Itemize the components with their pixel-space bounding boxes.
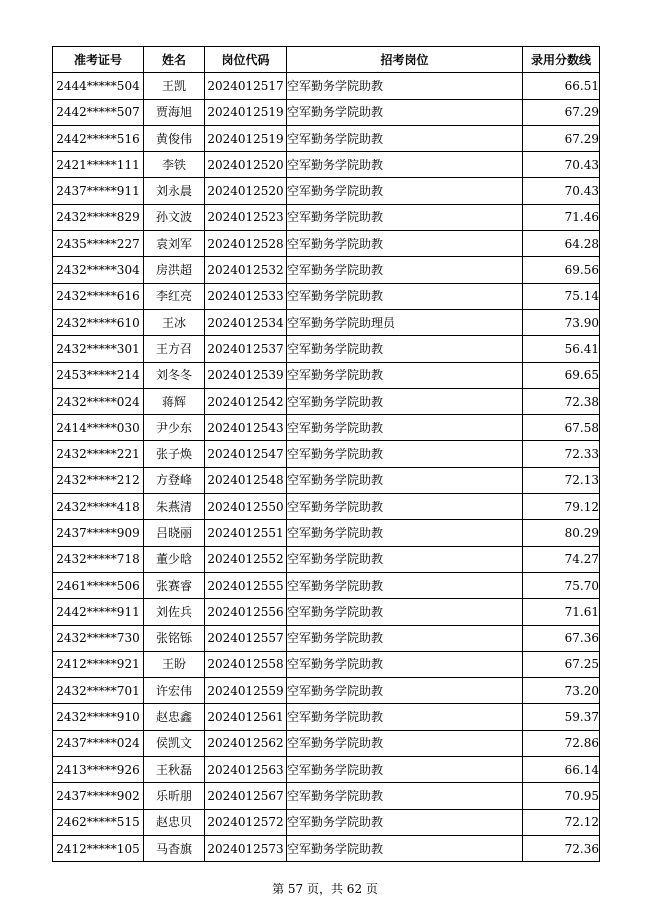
table-row [53,835,600,861]
post-code-cell: 2024012537 [205,336,287,362]
table-row [53,809,600,835]
name-cell: 刘冬冬 [144,362,205,388]
post-cell: 空军勤务学院助教 [287,204,523,230]
exam-id-cell: 2432*****616 [53,283,144,309]
exam-id-cell: 2414*****030 [53,415,144,441]
table-row [53,309,600,335]
name-cell: 王冰 [144,309,205,335]
name-cell: 王凯 [144,73,205,99]
header-name: 姓名 [144,47,205,73]
post-code-cell: 2024012547 [205,441,287,467]
table-row [53,152,600,178]
score-cell: 70.95 [523,783,600,809]
post-code-cell: 2024012552 [205,546,287,572]
score-cell: 69.56 [523,257,600,283]
post-cell: 空军勤务学院助教 [287,783,523,809]
name-cell: 许宏伟 [144,678,205,704]
post-cell: 空军勤务学院助教 [287,467,523,493]
post-cell: 空军勤务学院助教 [287,415,523,441]
post-cell: 空军勤务学院助教 [287,704,523,730]
score-cell: 72.38 [523,388,600,414]
post-code-cell: 2024012558 [205,651,287,677]
score-cell: 67.29 [523,125,600,151]
post-cell: 空军勤务学院助教 [287,651,523,677]
table-row [53,651,600,677]
post-cell: 空军勤务学院助教 [287,231,523,257]
post-cell: 空军勤务学院助教 [287,730,523,756]
post-code-cell: 2024012523 [205,204,287,230]
page-footer: 第 57 页，共 62 页 [272,882,378,896]
exam-id-cell: 2432*****610 [53,309,144,335]
score-cell: 72.86 [523,730,600,756]
name-cell: 尹少东 [144,415,205,441]
exam-id-cell: 2444*****504 [53,73,144,99]
post-cell: 空军勤务学院助教 [287,809,523,835]
post-code-cell: 2024012532 [205,257,287,283]
name-cell: 赵忠贝 [144,809,205,835]
exam-id-cell: 2432*****730 [53,625,144,651]
table-row [53,336,600,362]
score-cell: 72.36 [523,835,600,861]
exam-id-cell: 2413*****926 [53,757,144,783]
name-cell: 方登峰 [144,467,205,493]
table-row [53,415,600,441]
post-code-cell: 2024012528 [205,231,287,257]
name-cell: 李铁 [144,152,205,178]
name-cell: 蒋辉 [144,388,205,414]
results-table [52,46,600,862]
table-row [53,599,600,625]
score-cell: 70.43 [523,178,600,204]
post-code-cell: 2024012555 [205,572,287,598]
post-code-cell: 2024012520 [205,152,287,178]
name-cell: 张铭铄 [144,625,205,651]
exam-id-cell: 2421*****111 [53,152,144,178]
table-row [53,125,600,151]
name-cell: 王盼 [144,651,205,677]
post-code-cell: 2024012548 [205,467,287,493]
name-cell: 赵忠鑫 [144,704,205,730]
table-row [53,572,600,598]
exam-id-cell: 2412*****105 [53,835,144,861]
header-exam-id: 准考证号 [53,47,144,73]
name-cell: 李红亮 [144,283,205,309]
post-cell: 空军勤务学院助教 [287,336,523,362]
exam-id-cell: 2432*****221 [53,441,144,467]
exam-id-cell: 2442*****911 [53,599,144,625]
exam-id-cell: 2453*****214 [53,362,144,388]
post-cell: 空军勤务学院助教 [287,625,523,651]
post-code-cell: 2024012550 [205,494,287,520]
post-cell: 空军勤务学院助教 [287,494,523,520]
post-code-cell: 2024012551 [205,520,287,546]
score-cell: 67.36 [523,625,600,651]
table-row [53,467,600,493]
table-row [53,520,600,546]
score-cell: 75.70 [523,572,600,598]
table-row [53,283,600,309]
post-code-cell: 2024012542 [205,388,287,414]
post-code-cell: 2024012534 [205,309,287,335]
table-row [53,231,600,257]
score-cell: 71.61 [523,599,600,625]
name-cell: 马杳旗 [144,835,205,861]
post-code-cell: 2024012562 [205,730,287,756]
post-cell: 空军勤务学院助教 [287,99,523,125]
exam-id-cell: 2435*****227 [53,231,144,257]
name-cell: 吕晓丽 [144,520,205,546]
table-row [53,730,600,756]
name-cell: 贾海旭 [144,99,205,125]
post-cell: 空军勤务学院助教 [287,73,523,99]
score-cell: 56.41 [523,336,600,362]
post-cell: 空军勤务学院助教 [287,388,523,414]
name-cell: 朱燕清 [144,494,205,520]
exam-id-cell: 2432*****418 [53,494,144,520]
post-code-cell: 2024012543 [205,415,287,441]
post-cell: 空军勤务学院助教 [287,283,523,309]
table-row [53,757,600,783]
post-code-cell: 2024012533 [205,283,287,309]
post-cell: 空军勤务学院助教 [287,546,523,572]
exam-id-cell: 2437*****911 [53,178,144,204]
post-cell: 空军勤务学院助教 [287,757,523,783]
name-cell: 房洪超 [144,257,205,283]
post-code-cell: 2024012520 [205,178,287,204]
score-cell: 67.58 [523,415,600,441]
table-row [53,362,600,388]
score-cell: 74.27 [523,546,600,572]
name-cell: 乐昕朋 [144,783,205,809]
score-cell: 59.37 [523,704,600,730]
exam-id-cell: 2412*****921 [53,651,144,677]
post-code-cell: 2024012517 [205,73,287,99]
score-cell: 79.12 [523,494,600,520]
score-cell: 67.25 [523,651,600,677]
score-cell: 67.29 [523,99,600,125]
table-row [53,783,600,809]
score-cell: 72.12 [523,809,600,835]
score-cell: 73.90 [523,309,600,335]
name-cell: 王方召 [144,336,205,362]
score-cell: 66.14 [523,757,600,783]
score-cell: 72.13 [523,467,600,493]
table-row [53,257,600,283]
post-cell: 空军勤务学院助教 [287,257,523,283]
score-cell: 64.28 [523,231,600,257]
score-cell: 73.20 [523,678,600,704]
post-code-cell: 2024012519 [205,99,287,125]
exam-id-cell: 2442*****516 [53,125,144,151]
post-code-cell: 2024012556 [205,599,287,625]
score-cell: 72.33 [523,441,600,467]
name-cell: 刘永晨 [144,178,205,204]
name-cell: 孙文波 [144,204,205,230]
post-cell: 空军勤务学院助教 [287,441,523,467]
score-cell: 70.43 [523,152,600,178]
post-code-cell: 2024012559 [205,678,287,704]
exam-id-cell: 2432*****212 [53,467,144,493]
post-code-cell: 2024012567 [205,783,287,809]
post-cell: 空军勤务学院助教 [287,835,523,861]
post-cell: 空军勤务学院助教 [287,125,523,151]
exam-id-cell: 2432*****024 [53,388,144,414]
exam-id-cell: 2432*****304 [53,257,144,283]
header-post: 招考岗位 [287,47,523,73]
table-row [53,678,600,704]
post-code-cell: 2024012557 [205,625,287,651]
post-code-cell: 2024012563 [205,757,287,783]
exam-id-cell: 2437*****024 [53,730,144,756]
exam-id-cell: 2432*****910 [53,704,144,730]
post-code-cell: 2024012539 [205,362,287,388]
post-cell: 空军勤务学院助教 [287,599,523,625]
exam-id-cell: 2437*****909 [53,520,144,546]
score-cell: 66.51 [523,73,600,99]
exam-id-cell: 2442*****507 [53,99,144,125]
header-score: 录用分数线 [523,47,600,73]
table-row [53,388,600,414]
post-cell: 空军勤务学院助教 [287,572,523,598]
post-code-cell: 2024012572 [205,809,287,835]
name-cell: 王秋磊 [144,757,205,783]
score-cell: 69.65 [523,362,600,388]
post-cell: 空军勤务学院助理员 [287,309,523,335]
exam-id-cell: 2432*****829 [53,204,144,230]
name-cell: 侯凯文 [144,730,205,756]
post-cell: 空军勤务学院助教 [287,152,523,178]
score-cell: 80.29 [523,520,600,546]
table-row [53,625,600,651]
table-row [53,546,600,572]
table-row [53,494,600,520]
name-cell: 张赛睿 [144,572,205,598]
name-cell: 张子焕 [144,441,205,467]
name-cell: 黄俊伟 [144,125,205,151]
exam-id-cell: 2432*****718 [53,546,144,572]
post-code-cell: 2024012519 [205,125,287,151]
table-row [53,204,600,230]
table-header-row [53,47,600,73]
table-row [53,99,600,125]
table-row [53,704,600,730]
post-cell: 空军勤务学院助教 [287,362,523,388]
header-post-code: 岗位代码 [205,47,287,73]
score-cell: 71.46 [523,204,600,230]
post-cell: 空军勤务学院助教 [287,678,523,704]
name-cell: 刘佐兵 [144,599,205,625]
name-cell: 董少晗 [144,546,205,572]
table-row [53,73,600,99]
post-cell: 空军勤务学院助教 [287,178,523,204]
exam-id-cell: 2462*****515 [53,809,144,835]
name-cell: 袁刘军 [144,231,205,257]
exam-id-cell: 2437*****902 [53,783,144,809]
table-row [53,178,600,204]
post-code-cell: 2024012561 [205,704,287,730]
table-row [53,441,600,467]
post-cell: 空军勤务学院助教 [287,520,523,546]
score-cell: 75.14 [523,283,600,309]
exam-id-cell: 2461*****506 [53,572,144,598]
post-code-cell: 2024012573 [205,835,287,861]
exam-id-cell: 2432*****301 [53,336,144,362]
exam-id-cell: 2432*****701 [53,678,144,704]
